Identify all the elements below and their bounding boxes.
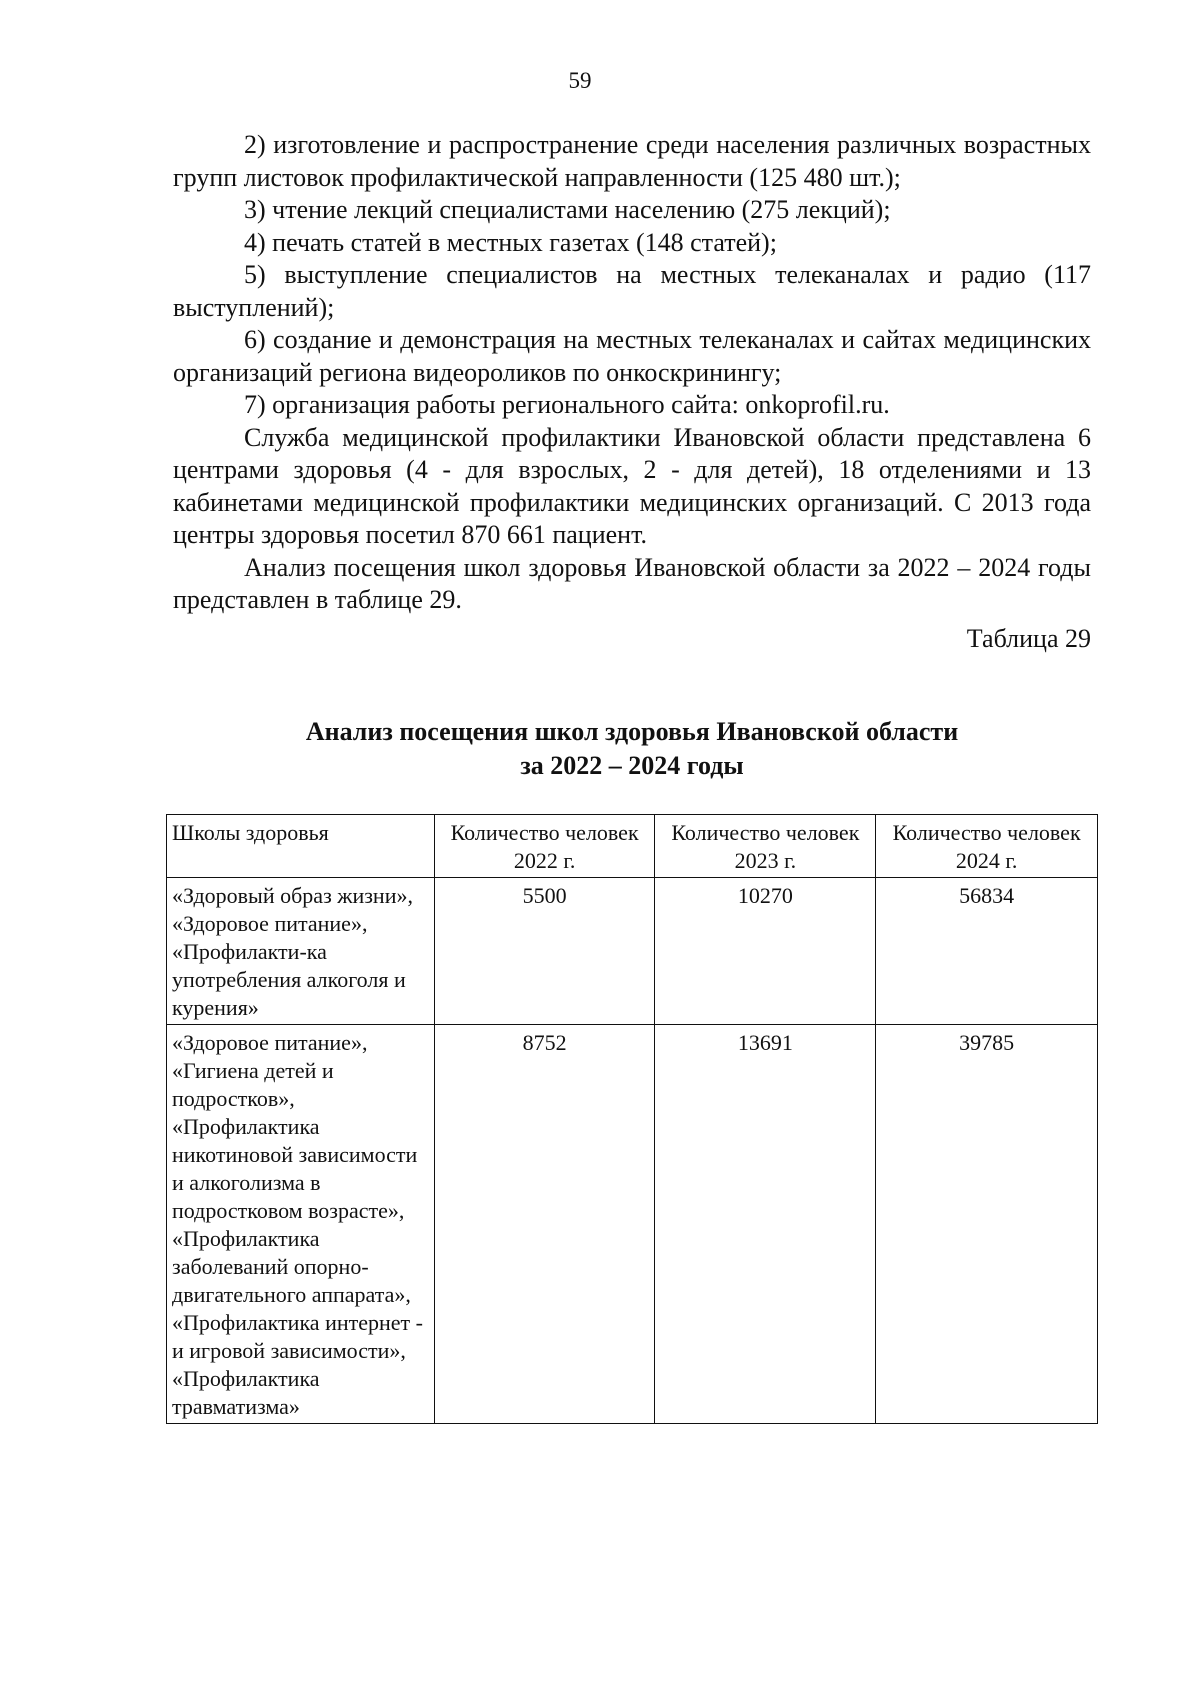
paragraph: 3) чтение лекций специалистами населению (275 лекций); [244, 195, 891, 224]
paragraph: 6) создание и демонстрация на местных телеканалах и сайтах медицинских организаций региона видеороликов по онкоскринингу; [173, 325, 1091, 387]
data-table [166, 814, 1098, 1424]
body-text [173, 129, 1091, 655]
paragraph: Служба медицинской профилактики Ивановской области представлена 6 центрами здоровья (4 - для взрослых, 2 - для детей), 18 отделениями и 13 кабинетами медицинской профилактики медицинских организаций. С 2013 года центры здоровья посетил 870 661 пациент. [173, 422, 1091, 549]
school-cell: «Здоровое питание», «Гигиена детей и подростков», «Профилактика никотиновой зависимости и алкоголизма в подростковом возрасте», «Профилактика заболеваний опорно-двигательного аппарата», «Профилактика интернет - и игровой зависимости», «Профилактика травматизма» [167, 1025, 435, 1424]
value-cell: 5500 [434, 878, 655, 1025]
column-header: Количество человек 2022 г. [434, 815, 655, 878]
school-cell: «Здоровый образ жизни», «Здоровое питание», «Профилакти-ка употребления алкоголя и курения» [167, 878, 435, 1025]
table-header-row [167, 815, 1098, 878]
value-cell: 13691 [655, 1025, 876, 1424]
value-cell: 56834 [876, 878, 1098, 1025]
table-title-line: за 2022 – 2024 годы [520, 751, 744, 780]
value-cell: 8752 [434, 1025, 655, 1424]
paragraph: 4) печать статей в местных газетах (148 статей); [244, 227, 777, 257]
table-row [167, 1025, 1098, 1424]
page-number: 59 [568, 68, 592, 93]
table-row [167, 878, 1098, 1025]
column-header: Школы здоровья [167, 815, 435, 878]
value-cell: 39785 [876, 1025, 1098, 1424]
table-title-line: Анализ посещения школ здоровья Ивановской области [305, 717, 959, 746]
column-header: Количество человек 2023 г. [655, 815, 876, 878]
value-cell: 10270 [655, 878, 876, 1025]
table-title [173, 715, 1091, 783]
table-caption: Таблица 29 [966, 623, 1091, 653]
paragraph: Анализ посещения школ здоровья Ивановской области за 2022 – 2024 годы представлен в таблице 29. [173, 552, 1091, 614]
paragraph: 2) изготовление и распространение среди населения различных возрастных групп листовок профилактической направленности (125 480 шт.); [173, 130, 1091, 192]
paragraph: 5) выступление специалистов на местных телеканалах и радио (117 выступлений); [173, 260, 1091, 322]
paragraph: 7) организация работы регионального сайта: onkoprofil.ru. [244, 390, 890, 419]
column-header: Количество человек 2024 г. [876, 815, 1098, 878]
